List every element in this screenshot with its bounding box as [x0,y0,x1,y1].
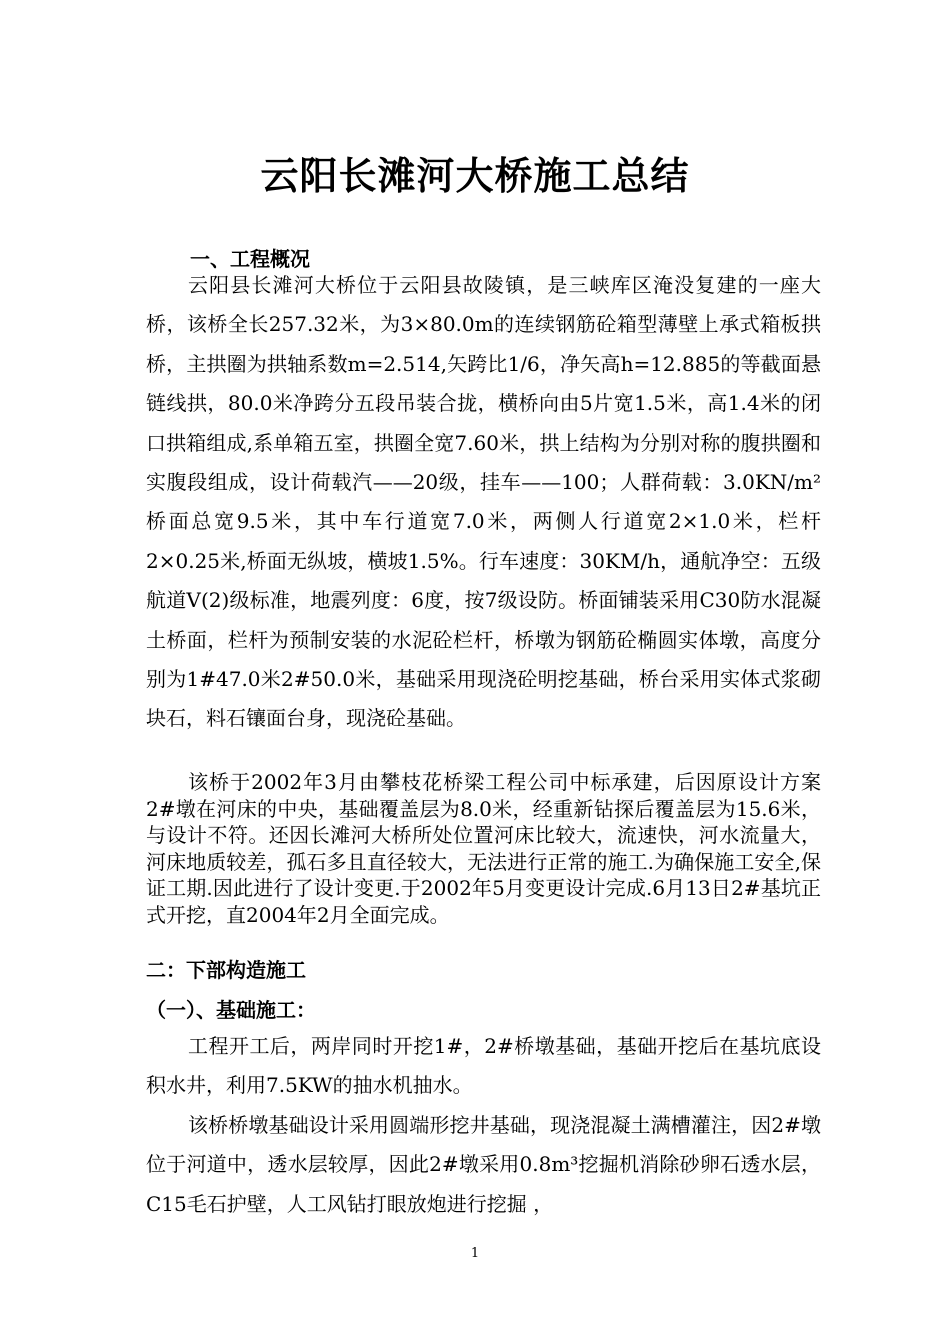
subsection-heading-foundation: （一）、基础施工： [146,998,316,1022]
paragraph-foundation-1: 工程开工后，两岸同时开挖1#，2#桥墩基础，基础开挖后在基坑底设积水井，利用7.5KW的抽水机抽水。 [146,1034,821,1098]
paragraph-overview-2: 该桥于2002年3月由攀枝花桥梁工程公司中标承建，后因原设计方案2#墩在河床的中央，基础覆盖层为8.0米，经重新钻探后覆盖层为15.6米，与设计不符。还因长滩河大桥所处位置河床比较大，流速快，河水流量大，河床地质较差，孤石多且直径较大，无法进行正常的施工.为确保施工安全,保证工期.因此进行了设计变更.于2002年5月变更设计完成.6月13日2#基坑正式开挖，直2004年2月全面完成。 [146,770,821,927]
section-heading-substructure: 二：下部构造施工 [146,958,306,982]
paragraph-overview-1: 云阳县长滩河大桥位于云阳县故陵镇，是三峡库区淹没复建的一座大桥，该桥全长257.32米，为3×80.0m的连续钢筋砼箱型薄壁上承式箱板拱桥，主拱圈为拱轴系数m=2.514,矢跨比1/6，净矢高h=12.885的等截面悬链线拱，80.0米净跨分五段吊装合拢，横桥向由5片宽1.5米，高1.4米的闭口拱箱组成,系单箱五室，拱圈全宽7.60米，拱上结构为分别对称的腹拱圈和实腹段组成，设计荷载汽——20级，挂车——100；人群荷载：3.0KN/m²桥面总宽9.5米，其中车行道宽7.0米，两侧人行道宽2×1.0米，栏杆2×0.25米,桥面无纵坡，横坡1.5%。行车速度：30KM/h，通航净空：五级航道Ⅴ(2)级标准，地震列度：6度，按7级设防。桥面铺装采用C30防水混凝土桥面，栏杆为预制安装的水泥砼栏杆，桥墩为钢筋砼椭圆实体墩，高度分别为1#47.0米2#50.0米，基础采用现浇砼明挖基础，桥台采用实体式浆砌块石，料石镶面台身，现浇砼基础。 [146,273,821,731]
section-heading-overview: 一、工程概况 [190,247,310,271]
document-title: 云阳长滩河大桥施工总结 [260,154,690,198]
paragraph-foundation-2: 该桥桥墩基础设计采用圆端形挖井基础，现浇混凝土满槽灌注，因2#墩位于河道中，透水层较厚，因此2#墩采用0.8m³挖掘机消除砂卵石透水层，C15毛石护壁，人工风钻打眼放炮进行挖掘 ， [146,1113,821,1216]
page-number: 1 [470,1246,480,1261]
